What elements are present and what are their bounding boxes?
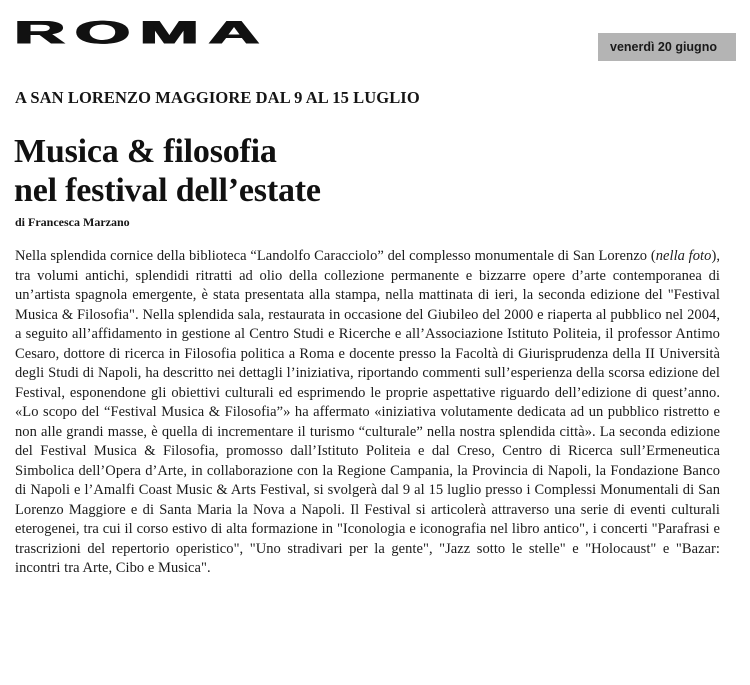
article-byline: di Francesca Marzano <box>15 215 130 229</box>
body-text-part-2: ), tra volumi antichi, splendidi ritratti ad olio della collezione permanente e bizzarre opere d’arte contemporanea di un’artista spagnola emergente, è stata presentata alla stampa, nella mattinata di ieri, la seconda edizione del "Festival Musica & Filosofia". Nella splendida sala, restaurata in occasione del Giubileo del 2000 e riaperta al pubblico nel 2004, a seguito all’affidamento in gestione al Centro Studi e Ricerche e all’Associazione Istituto Politeia, il professor Antimo Cesaro, dottore di ricerca in Filosofia politica a Roma e docente presso la Facoltà di Giurisprudenza della II Università degli Studi di Napoli, ha descritto nei dettagli l’iniziativa, riportando commenti sull’esperienza della scorsa edizione del Festival, esponendone gli obiettivi culturali ed esprimendo le proprie aspettative riguardo dell’edizione di quest’anno. «Lo scopo del “Festival Musica & Filosofia”» ha affermato «iniziativa volutamente dedicata ad un pubblico ristretto e non alle grandi masse, è quella di incrementare il turismo “culturale” nella nostra splendida città». La seconda edizione del Festival Musica & Filosofia, promosso dall’Istituto Politeia e dal Creso, Centro di Ricerca sull’Ermeneutica Simbolica dell’Opera d’Arte, in collaborazione con la Regione Campania, la Provincia di Napoli, la Fondazione Banco di Napoli e l’Amalfi Coast Music & Arts Festival, si svolgerà dal 9 al 15 luglio presso i Complessi Monumentali di San Lorenzo Maggiore e di Santa Maria la Nova a Napoli. Il Festival si articolerà attraverso una serie di eventi culturali eterogenei, tra cui il corso estivo di alta formazione in "Iconologia e iconografia nel libro antico", i concerti "Parafrasi e trascrizioni del repertorio operistico", "Uno stradivari per la gente", "Jazz sotto le stelle" e "Holocaust" e "Bazar: incontri tra Arte, Cibo e Musica". <box>15 248 720 576</box>
masthead-logo: ROMA <box>14 13 270 51</box>
date-stamp-container <box>598 33 736 61</box>
article-kicker: A SAN LORENZO MAGGIORE DAL 9 AL 15 LUGLIO <box>15 88 420 107</box>
article-body <box>15 247 720 579</box>
headline-line-2: nel festival dell’estate <box>14 172 321 209</box>
headline-line-1: Musica & filosofia <box>14 133 277 170</box>
body-text-italic-caption: nella foto <box>655 248 712 264</box>
article-headline <box>14 132 321 210</box>
body-text-part-1: Nella splendida cornice della biblioteca “Landolfo Caracciolo” del complesso monumentale di San Lorenzo ( <box>15 248 656 264</box>
date-stamp: venerdì 20 giugno <box>598 33 736 61</box>
